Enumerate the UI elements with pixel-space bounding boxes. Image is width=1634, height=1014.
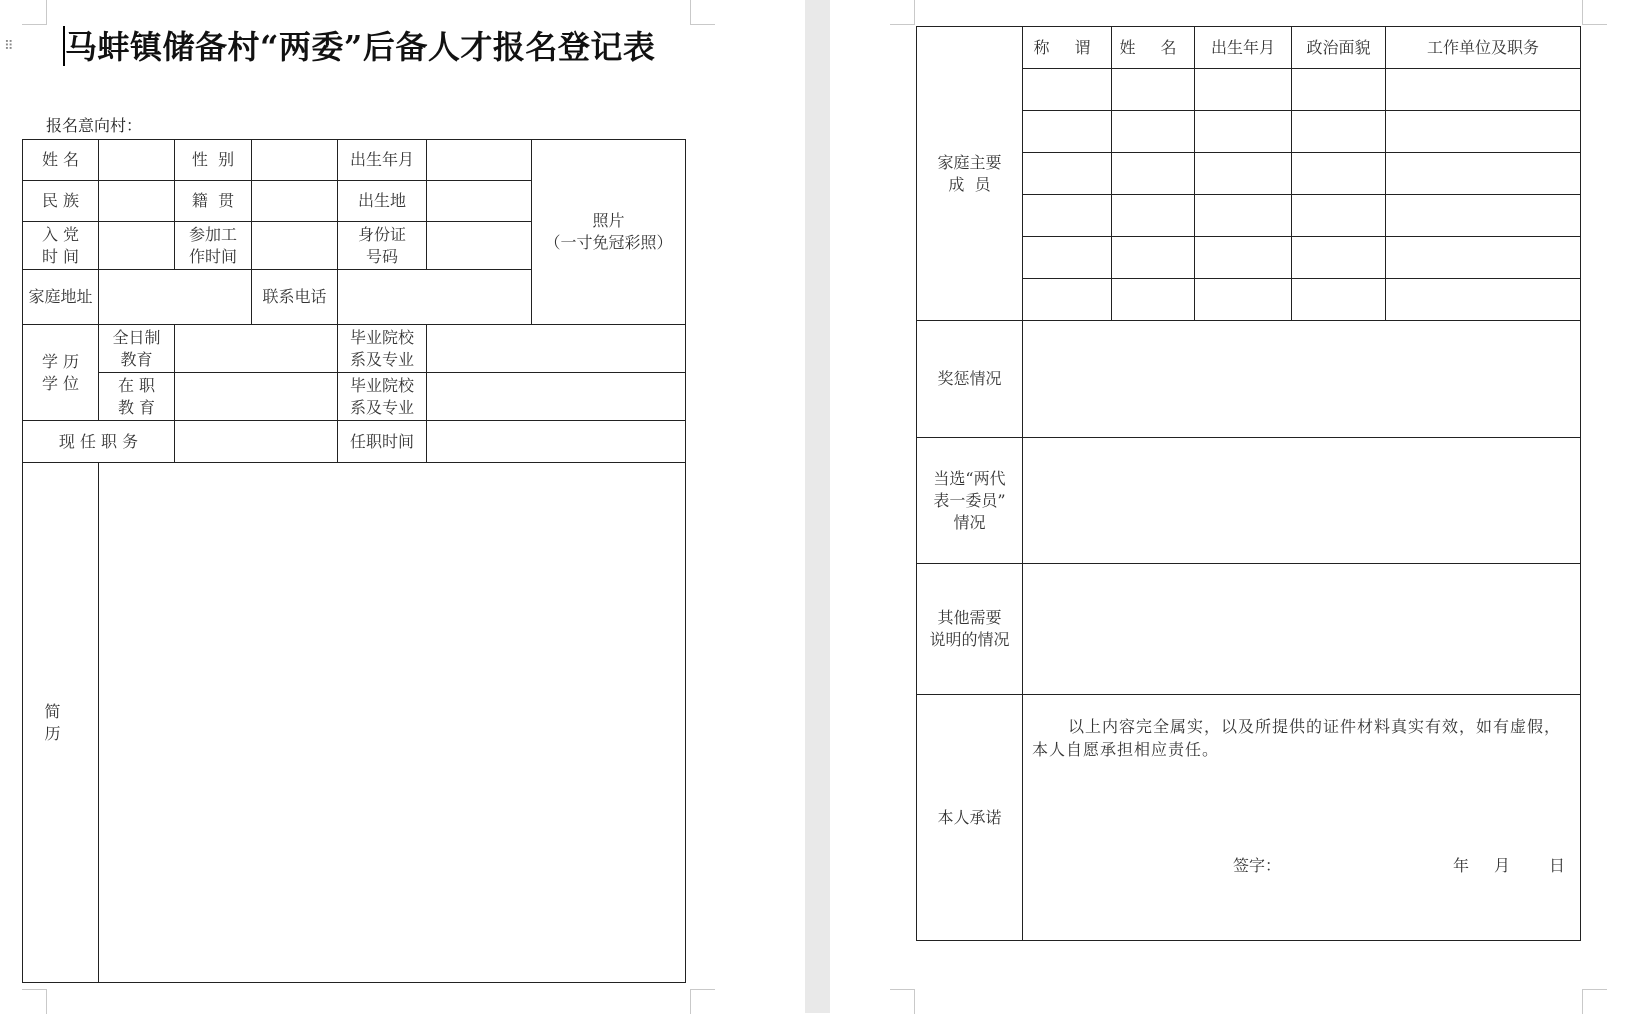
home-address-cell[interactable] xyxy=(99,270,252,325)
birthplace-label: 出生地 xyxy=(338,181,427,222)
header-relation: 称 谓 xyxy=(1023,27,1112,69)
other-line1: 其他需要 xyxy=(937,608,1002,627)
date-month-label: 月 xyxy=(1494,856,1511,875)
party-join-line2: 时 间 xyxy=(41,246,80,266)
page-gutter xyxy=(805,0,830,1013)
fulltime-line1: 全日制 xyxy=(112,327,161,347)
elected-line2: 表一委员” xyxy=(933,490,1006,510)
crop-mark xyxy=(890,0,915,25)
resume-label: 简 历 xyxy=(23,463,99,983)
family-cell[interactable] xyxy=(1292,279,1386,321)
elected-cell[interactable] xyxy=(1023,438,1581,564)
fulltime-line2: 教育 xyxy=(120,349,153,369)
work-start-line2: 作时间 xyxy=(188,246,237,266)
work-start-time-label xyxy=(175,222,252,270)
family-cell[interactable] xyxy=(1112,195,1195,237)
family-and-pledge-table xyxy=(916,26,1581,941)
family-cell[interactable] xyxy=(1023,279,1112,321)
family-cell[interactable] xyxy=(1023,111,1112,153)
family-cell[interactable] xyxy=(1112,69,1195,111)
name-label: 姓 名 xyxy=(23,140,99,181)
family-cell[interactable] xyxy=(1292,237,1386,279)
school-line2: 系及专业 xyxy=(349,397,414,417)
family-cell[interactable] xyxy=(1292,153,1386,195)
school-line2: 系及专业 xyxy=(349,349,414,369)
gender-cell[interactable] xyxy=(252,140,338,181)
id-number-label xyxy=(338,222,427,270)
id-line2: 号码 xyxy=(365,246,398,266)
school-line1: 毕业院校 xyxy=(349,327,414,347)
inservice-line1: 在 职 xyxy=(117,375,156,395)
id-line1: 身份证 xyxy=(357,224,406,244)
fulltime-school-cell[interactable] xyxy=(427,325,686,373)
fulltime-school-label xyxy=(338,325,427,373)
crop-mark xyxy=(1582,0,1607,25)
crop-mark xyxy=(22,0,47,25)
photo-label: 照片 xyxy=(592,211,625,230)
inservice-line2: 教 育 xyxy=(117,397,156,417)
education-degree-label xyxy=(23,325,99,421)
family-cell[interactable] xyxy=(1112,237,1195,279)
header-political-status: 政治面貌 xyxy=(1292,27,1386,69)
page-one xyxy=(0,0,805,1013)
family-cell[interactable] xyxy=(1386,237,1581,279)
table-move-handle-icon[interactable]: ⠿ xyxy=(4,39,14,54)
family-cell[interactable] xyxy=(1023,195,1112,237)
family-cell[interactable] xyxy=(1386,69,1581,111)
family-members-label xyxy=(917,27,1023,321)
inservice-school-cell[interactable] xyxy=(427,373,686,421)
family-line2: 成 员 xyxy=(948,174,991,194)
rewards-label: 奖惩情况 xyxy=(917,321,1023,438)
id-number-cell[interactable] xyxy=(427,222,532,270)
elected-line1: 当选“两代 xyxy=(933,468,1006,488)
family-cell[interactable] xyxy=(1292,111,1386,153)
school-line1: 毕业院校 xyxy=(349,375,414,395)
ethnicity-cell[interactable] xyxy=(99,181,175,222)
home-address-label: 家庭地址 xyxy=(23,270,99,325)
family-cell[interactable] xyxy=(1023,69,1112,111)
pledge-text: 以上内容完全属实，以及所提供的证件材料真实有效，如有虚假，本人自愿承担相应责任。 xyxy=(1032,717,1562,759)
elected-line3: 情况 xyxy=(953,512,986,532)
phone-cell[interactable] xyxy=(338,270,532,325)
birth-month-label: 出生年月 xyxy=(338,140,427,181)
gender-label: 性 别 xyxy=(175,140,252,181)
post-time-cell[interactable] xyxy=(427,421,686,463)
family-cell[interactable] xyxy=(1195,69,1292,111)
fulltime-education-cell[interactable] xyxy=(175,325,338,373)
registration-table xyxy=(22,139,686,983)
birth-month-cell[interactable] xyxy=(427,140,532,181)
date-year-label: 年 xyxy=(1453,856,1470,875)
education-line1: 学 历 xyxy=(41,351,80,371)
family-cell[interactable] xyxy=(1195,237,1292,279)
family-cell[interactable] xyxy=(1112,153,1195,195)
party-join-line1: 入 党 xyxy=(41,224,80,244)
work-start-line1: 参加工 xyxy=(188,224,237,244)
other-info-label xyxy=(917,564,1023,695)
crop-mark xyxy=(690,989,715,1014)
family-cell[interactable] xyxy=(1386,111,1581,153)
party-join-time-cell[interactable] xyxy=(99,222,175,270)
party-join-time-label xyxy=(23,222,99,270)
inservice-education-label xyxy=(99,373,175,421)
family-cell[interactable] xyxy=(1386,195,1581,237)
intent-village-label[interactable]: 报名意向村： xyxy=(46,116,143,135)
photo-size-note: （一寸免冠彩照） xyxy=(544,233,673,252)
date-day-label: 日 xyxy=(1549,856,1566,875)
family-cell[interactable] xyxy=(1023,153,1112,195)
work-start-time-cell[interactable] xyxy=(252,222,338,270)
family-cell[interactable] xyxy=(1112,279,1195,321)
post-time-label: 任职时间 xyxy=(338,421,427,463)
family-cell[interactable] xyxy=(1195,153,1292,195)
page-title[interactable]: 马蚌镇储备村“两委”后备人才报名登记表 xyxy=(65,28,656,66)
pledge-cell[interactable] xyxy=(1023,695,1581,941)
fulltime-education-label xyxy=(99,325,175,373)
rewards-cell[interactable] xyxy=(1023,321,1581,438)
header-employer-position: 工作单位及职务 xyxy=(1386,27,1581,69)
family-line1: 家庭主要 xyxy=(937,152,1002,172)
header-name: 姓 名 xyxy=(1112,27,1195,69)
family-cell[interactable] xyxy=(1112,111,1195,153)
family-cell[interactable] xyxy=(1195,279,1292,321)
other-line2: 说明的情况 xyxy=(929,630,1010,649)
family-cell[interactable] xyxy=(1023,237,1112,279)
current-post-label: 现 任 职 务 xyxy=(23,421,175,463)
inservice-education-cell[interactable] xyxy=(175,373,338,421)
family-cell[interactable] xyxy=(1195,111,1292,153)
name-cell[interactable] xyxy=(99,140,175,181)
crop-mark xyxy=(1582,989,1607,1014)
elected-label xyxy=(917,438,1023,564)
education-line2: 学 位 xyxy=(41,373,80,393)
phone-label: 联系电话 xyxy=(252,270,338,325)
ethnicity-label: 民 族 xyxy=(23,181,99,222)
family-cell[interactable] xyxy=(1195,195,1292,237)
family-cell[interactable] xyxy=(1386,279,1581,321)
crop-mark xyxy=(22,989,47,1014)
current-post-cell[interactable] xyxy=(175,421,338,463)
header-birth-month: 出生年月 xyxy=(1195,27,1292,69)
native-place-label: 籍 贯 xyxy=(175,181,252,222)
birthplace-cell[interactable] xyxy=(427,181,532,222)
photo-cell[interactable] xyxy=(532,140,686,325)
native-place-cell[interactable] xyxy=(252,181,338,222)
family-cell[interactable] xyxy=(1292,69,1386,111)
crop-mark xyxy=(690,0,715,25)
inservice-school-label xyxy=(338,373,427,421)
pledge-label: 本人承诺 xyxy=(917,695,1023,941)
family-cell[interactable] xyxy=(1386,153,1581,195)
resume-cell[interactable] xyxy=(99,463,686,983)
other-info-cell[interactable] xyxy=(1023,564,1581,695)
signature-label: 签字： xyxy=(1233,856,1282,875)
crop-mark xyxy=(890,989,915,1014)
family-cell[interactable] xyxy=(1292,195,1386,237)
